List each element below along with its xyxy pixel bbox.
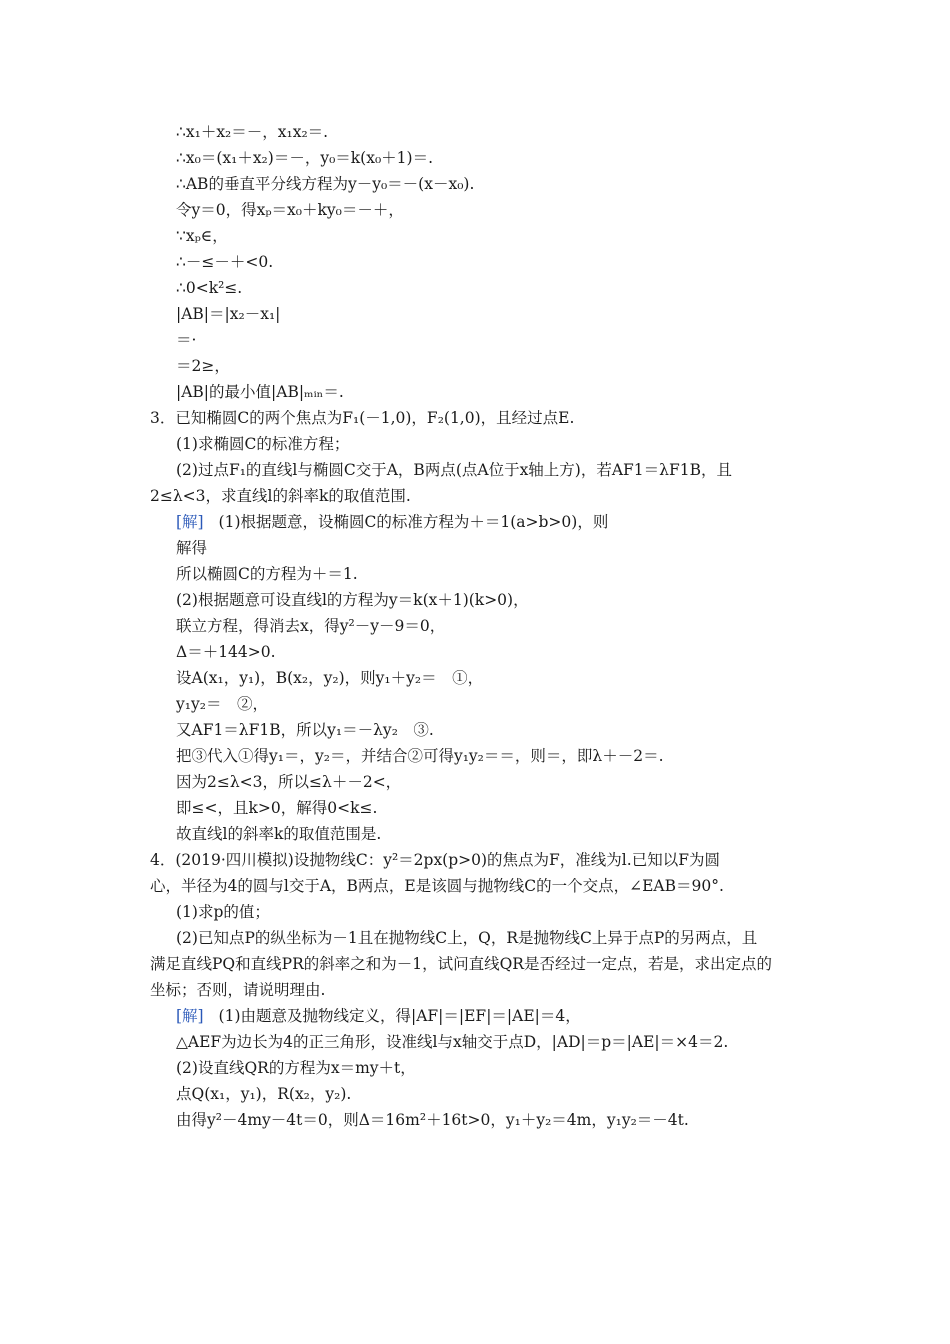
text-line: 因为2≤λ<3，所以≤λ＋－2<， — [176, 773, 402, 791]
problem-3-statement: 3．已知椭圆C的两个焦点为F₁(－1,0)，F₂(1,0)，且经过点E. — [150, 409, 575, 427]
text-line: 2≤λ<3，求直线l的斜率k的取值范围. — [150, 487, 411, 505]
text-line: ∴－≤－＋<0. — [176, 253, 274, 271]
text-line: △AEF为边长为4的正三角形，设准线l与x轴交于点D，|AD|＝p＝|AE|＝×4＝2. — [176, 1033, 729, 1051]
text-line: 坐标；否则，请说明理由. — [150, 981, 326, 999]
text-line: 满足直线PQ和直线PR的斜率之和为－1，试问直线QR是否经过一定点，若是，求出定点的 — [150, 955, 772, 973]
text-line: 由得y²－4my－4t＝0，则Δ＝16m²＋16t>0，y₁＋y₂＝4m，y₁y₂＝－4t. — [176, 1111, 689, 1129]
text-line: 心，半径为4的圆与l交于A，B两点，E是该圆与抛物线C的一个交点，∠EAB＝90°. — [150, 877, 724, 895]
text-line: Δ＝＋144>0. — [176, 643, 276, 661]
text-line: (2)设直线QR的方程为x＝my＋t， — [176, 1059, 416, 1077]
text-line: y₁y₂＝ ②， — [176, 695, 268, 713]
text-line: 点Q(x₁，y₁)，R(x₂，y₂). — [176, 1085, 352, 1103]
text-line: (2)过点F₁的直线l与椭圆C交于A，B两点(点A位于x轴上方)，若AF1＝λF1B，且 — [176, 461, 732, 479]
text-line: (1)求p的值； — [176, 903, 270, 921]
text-line: ∴x₀＝(x₁＋x₂)＝－，y₀＝k(x₀＋1)＝. — [176, 149, 434, 167]
text-line: 解得 — [176, 539, 208, 557]
solution-label: [解] — [176, 1007, 204, 1025]
text-line: (2)已知点P的纵坐标为－1且在抛物线C上，Q，R是抛物线C上异于点P的另两点，且 — [176, 929, 758, 947]
text-line: ＝2≥， — [176, 357, 230, 375]
text-line: 令y＝0，得xₚ＝x₀＋ky₀＝－＋， — [176, 201, 404, 219]
text-line: ∴0<k²≤. — [176, 279, 243, 297]
text-line: |AB|的最小值|AB|ₘᵢₙ＝. — [176, 383, 344, 401]
text-span: (1)由题意及抛物线定义，得|AF|＝|EF|＝|AE|＝4， — [218, 1007, 581, 1025]
text-line: 设A(x₁，y₁)，B(x₂，y₂)，则y₁＋y₂＝ ①， — [176, 669, 484, 687]
text-line: (2)根据题意可设直线l的方程为y＝k(x＋1)(k>0)， — [176, 591, 529, 609]
solution-line — [176, 510, 826, 535]
text-line: ∴x₁＋x₂＝－，x₁x₂＝. — [176, 123, 329, 141]
text-line: 把③代入①得y₁＝，y₂＝，并结合②可得y₁y₂＝＝，则＝，即λ＋－2＝. — [176, 747, 664, 765]
text-line: 联立方程，得消去x，得y²－y－9＝0， — [176, 617, 446, 635]
text-line: ∴AB的垂直平分线方程为y－y₀＝－(x－x₀). — [176, 175, 475, 193]
text-line: 所以椭圆C的方程为＋＝1. — [176, 565, 358, 583]
solution-label: [解] — [176, 513, 204, 531]
solution-line — [176, 1004, 826, 1029]
text-line: 即≤<，且k>0，解得0<k≤. — [176, 799, 378, 817]
text-line: |AB|＝|x₂－x₁| — [176, 305, 281, 323]
problem-4-statement: 4．(2019·四川模拟)设抛物线C：y²＝2px(p>0)的焦点为F，准线为l.已知以F为圆 — [150, 851, 720, 869]
text-line: ∵xₚ∈， — [176, 227, 228, 245]
text-line: (1)求椭圆C的标准方程； — [176, 435, 350, 453]
text-line: 故直线l的斜率k的取值范围是. — [176, 825, 382, 843]
text-span: (1)根据题意，设椭圆C的标准方程为＋＝1(a>b>0)，则 — [218, 513, 609, 531]
text-line: 又AF1＝λF1B，所以y₁＝－λy₂ ③. — [176, 721, 434, 739]
text-line: ＝· — [176, 331, 197, 349]
